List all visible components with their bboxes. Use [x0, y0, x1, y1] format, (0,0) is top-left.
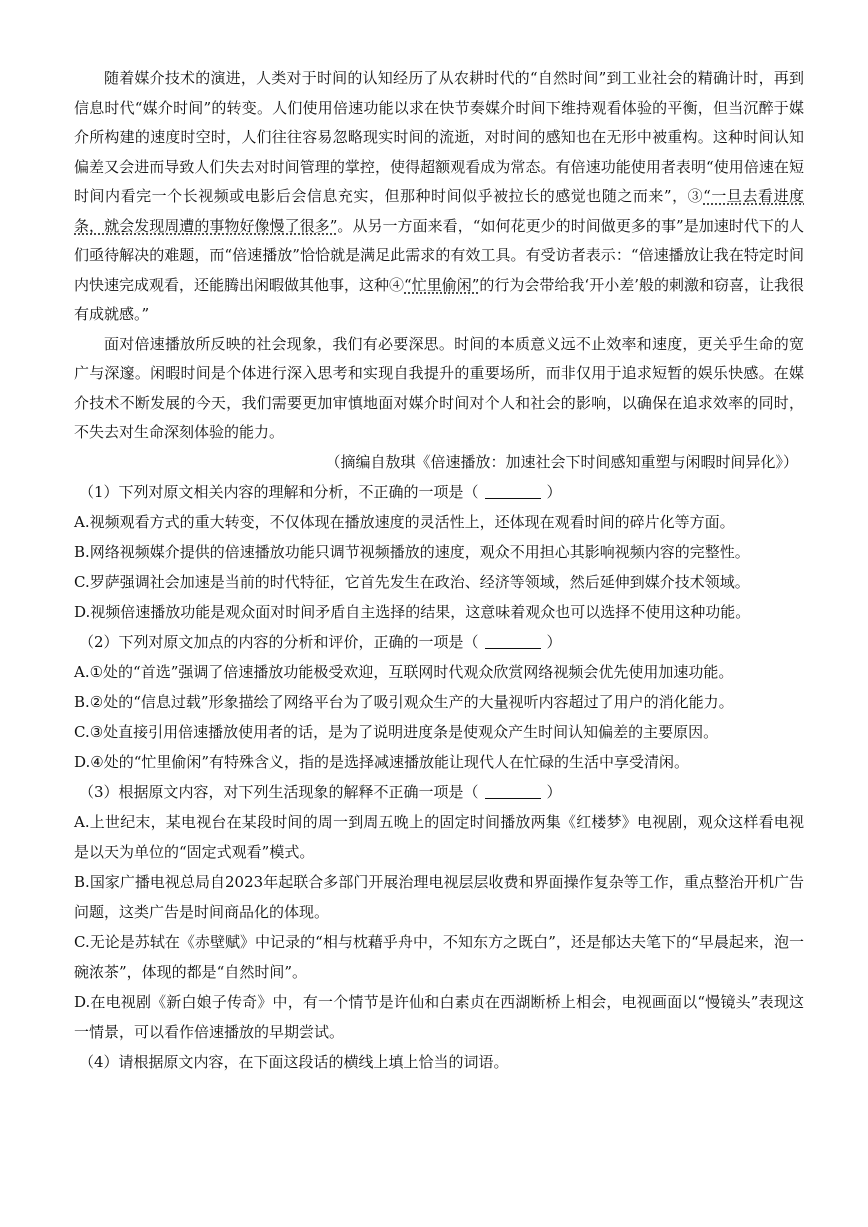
question-4: [74, 1047, 804, 1077]
option-a: A.上世纪末，某电视台在某段时间的周一到周五晚上的固定时间播放两集《红楼梦》电视剧，观众这样看电视是以天为单位的“固定式观看”模式。: [74, 813, 804, 861]
passage-p1-text: 随着媒介技术的演进，人类对于时间的认知经历了从农耕时代的“自然时间”到工业社会的精确计时，再到信息时代“媒介时间”的转变。人们使用倍速功能以求在快节奏媒介时间下维持观看体验的平衡，但当沉醉于媒介所构建的速度时空时，人们往往容易忽略现实时间的流逝，对时间的感知也在无形中被重构。这种时间认知偏差又会进而导致人们失去对时间管理的掌控，使得超额观看成为常态。有倍速功能使用者表明“使用倍速在短时间内看完一个长视频或电影后会信息充实，但那种时间似乎被拉长的感觉也随之而来”，: [74, 69, 804, 205]
question-stem-text: （1）下列对原文相关内容的理解和分析，不正确的一项是（: [79, 483, 479, 501]
answer-blank[interactable]: [485, 783, 541, 799]
question-stem-close: ）: [546, 633, 562, 651]
passage-paragraph-1: [74, 64, 804, 330]
question-stem-text: （2）下列对原文加点的内容的分析和评价，正确的一项是（: [79, 633, 479, 651]
option-d: D.视频倍速播放功能是观众面对时间矛盾自主选择的结果，这意味着观众也可以选择不使用这种功能。: [74, 603, 751, 621]
question-stem-text: （3）根据原文内容，对下列生活现象的解释不正确一项是（: [79, 783, 479, 801]
question-stem: [74, 777, 804, 807]
option-c: C.罗萨强调社会加速是当前的时代特征，它首先发生在政治、经济等领域，然后延伸到媒介技术领域。: [74, 573, 750, 591]
question-stem: （4）请根据原文内容，在下面这段话的横线上填上恰当的词语。: [79, 1053, 509, 1071]
passage-p1-end: 的行为会带给我‘开小差’般的刺激和窃喜，让我很有成就感。”: [74, 275, 804, 323]
option-a: A.视频观看方式的重大转变，不仅体现在播放速度的灵活性上，还体现在观看时间的碎片化等方面。: [74, 513, 735, 531]
passage-paragraph-2: 面对倍速播放所反映的社会现象，我们有必要深思。时间的本质意义远不止效率和速度，更关乎生命的宽广与深邃。闲暇时间是个体进行深入思考和实现自我提升的重要场所，而非仅用于追求短暂的娱乐快感。在媒介技术不断发展的今天，我们需要更加审慎地面对媒介时间对个人和社会的影响，以确保在追求效率的同时，不失去对生命深刻体验的能力。: [74, 334, 804, 441]
option-b: B.网络视频媒介提供的倍速播放功能只调节视频播放的速度，观众不用担心其影响视频内容的完整性。: [74, 543, 750, 561]
question-stem-close: ）: [546, 483, 562, 501]
option-d: D.④处的“忙里偷闲”有特殊含义，指的是选择减速播放能让现代人在忙碌的生活中享受清闲。: [74, 753, 690, 771]
option-c: C.③处直接引用倍速播放使用者的话，是为了说明进度条是使观众产生时间认知偏差的主要原因。: [74, 723, 719, 741]
question-3: [74, 777, 804, 1047]
question-stem-close: ）: [546, 783, 562, 801]
question-1: [74, 477, 804, 627]
dotted-quote-4: “忙里偷闲”: [404, 275, 480, 294]
passage-p1-continued: 。从另一方面来看，“如何花更少的时间做更多的事”是加速时代下的人们亟待解决的难题，而“倍速播放”恰恰就是满足此需求的有效工具。有受访者表示：“倍速播放让我在特定时间内快速完成观看，还能腾出闲暇做其他事，这种④: [74, 216, 804, 294]
document-content: [74, 64, 804, 1077]
marker-3: ③: [687, 187, 704, 205]
answer-blank[interactable]: [485, 633, 541, 649]
question-stem: [74, 477, 804, 507]
option-c: C.无论是苏轼在《赤壁赋》中记录的“相与枕藉乎舟中，不知东方之既白”，还是郁达夫笔下的“早晨起来，泡一碗浓茶”，体现的都是“自然时间”。: [74, 933, 804, 981]
question-2: [74, 627, 804, 777]
question-stem: [74, 627, 804, 657]
source-citation: （摘编自敖琪《倍速播放：加速社会下时间感知重塑与闲暇时间异化》）: [325, 452, 798, 471]
option-b: B.②处的“信息过载”形象描绘了网络平台为了吸引观众生产的大量视听内容超过了用户的消化能力。: [74, 693, 734, 711]
option-d: D.在电视剧《新白娘子传奇》中，有一个情节是许仙和白素贞在西湖断桥上相会，电视画面以“慢镜头”表现这一情景，可以看作倍速播放的早期尝试。: [74, 993, 804, 1041]
option-b: B.国家广播电视总局自2023年起联合多部门开展治理电视层层收费和界面操作复杂等工作，重点整治开机广告问题，这类广告是时间商品化的体现。: [74, 873, 804, 921]
option-a: A.①处的“首选”强调了倍速播放功能极受欢迎，互联网时代观众欣赏网络视频会优先使用加速功能。: [74, 663, 734, 681]
answer-blank[interactable]: [485, 483, 541, 499]
dotted-quote-3: “一旦去看进度条，就会发现周遭的事物好像慢了很多”: [74, 187, 804, 235]
